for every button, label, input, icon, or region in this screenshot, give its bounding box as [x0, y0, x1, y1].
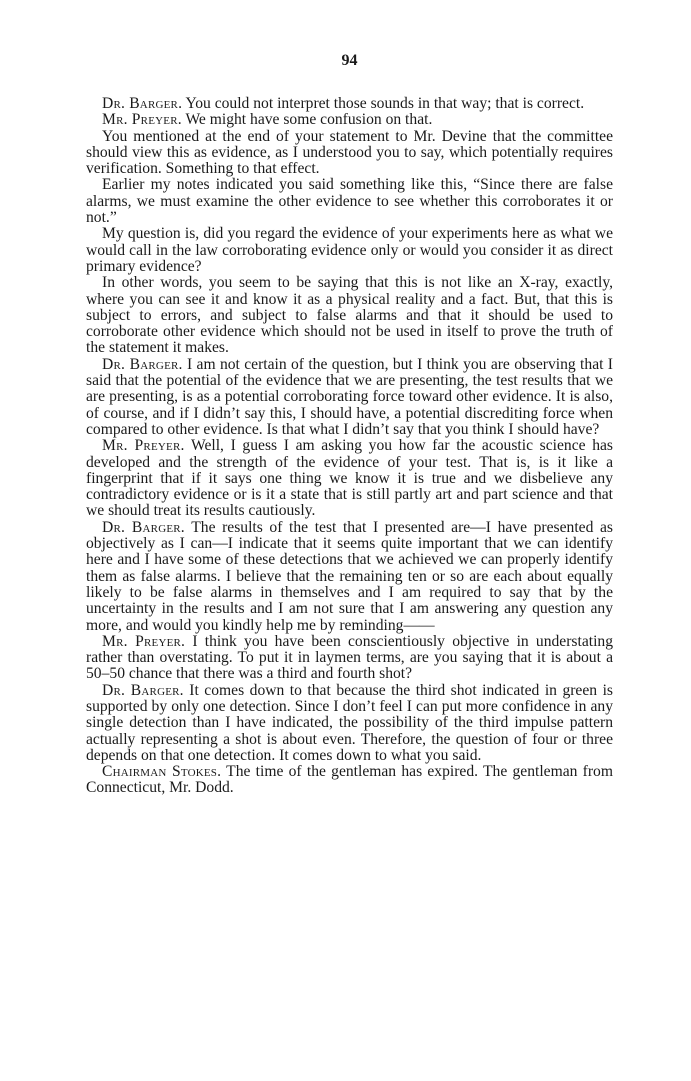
paragraph-text: It comes down to that because the third shot indicated in green is supported by only one detection. Since I don’t feel I can put more confidence in any single detection than I have indicated, the possibility of the third impulse pattern actually representing a shot is about even. Therefore, the question of four or three depends on that one detection. It comes down to what you said.: [86, 681, 613, 764]
transcript-body: [86, 96, 613, 797]
paragraph: [86, 275, 613, 356]
paragraph-text: The results of the test that I presented are—I have presented as objectively as I can—I indicate that it seems quite important that we can identify here and I have some of these detections that we achieved we can properly identify them as false alarms. I believe that the remaining ten or so are each about equally likely to be false alarms in themselves and I am required to say that by the uncertainty in the results and I am not sure that I am answering any question any more, and would you kindly help me by reminding——: [86, 518, 613, 634]
paragraph-text: The time of the gentleman has expired. The gentleman from Connecticut, Mr. Dodd.: [86, 763, 613, 797]
paragraph: [86, 177, 613, 226]
paragraph-text: I am not certain of the question, but I think you are observing that I said that the potential of the evidence that we are presenting, the test results that we are presenting, is as a potential corroborating force toward other evidence. It is also, of course, and if I didn’t say this, I should have, a potential discrediting force when compared to other evidence. Is that what I didn’t say that you think I should have?: [86, 355, 613, 438]
paragraph-text: We might have some confusion on that.: [181, 111, 433, 129]
paragraph-text: You mentioned at the end of your statement to Mr. Devine that the committee should view this as evidence, as I understood you to say, which potentially requires verification. Something to that effect.: [86, 127, 613, 178]
speaker-name: Dr. Barger.: [102, 95, 183, 112]
paragraph-text: You could not interpret those sounds in that way; that is correct.: [182, 95, 585, 112]
speaker-name: Mr. Preyer.: [102, 111, 182, 129]
paragraph: [86, 226, 613, 275]
paragraph-text: Well, I guess I am asking you how far the acoustic science has developed and the strength of the evidence of your test. That is, is it like a fingerprint that if it says one thing we know it is true and we disbelieve any contradictory evidence or is it a state that is still partly art and part science and that we should treat its results cautiously.: [86, 437, 613, 520]
paragraph-text: I think you have been conscientiously objective in understating rather than overstating. To put it in laymen terms, are you saying that it is about a 50–50 chance that there was a third and fourth shot?: [86, 632, 614, 683]
page-number: 94: [341, 52, 358, 69]
paragraph: [86, 96, 613, 112]
paragraph: [86, 764, 613, 797]
speaker-name: Mr. Preyer.: [102, 437, 185, 455]
paragraph: [86, 357, 613, 438]
paragraph: [86, 683, 613, 764]
speaker-name: Mr. Preyer.: [102, 632, 186, 650]
paragraph-text: My question is, did you regard the evidence of your experiments here as what we would call in the law corroborating evidence only or would you consider it as direct primary evidence?: [86, 225, 613, 275]
paragraph: [86, 520, 613, 634]
speaker-name: Dr. Barger.: [102, 518, 185, 536]
paragraph: [86, 634, 613, 683]
speaker-name: Dr. Barger.: [102, 355, 183, 373]
paragraph: [86, 438, 613, 519]
paragraph: [86, 129, 613, 178]
speaker-name: Chairman Stokes.: [102, 763, 222, 781]
paragraph-text: Earlier my notes indicated you said something like this, “Since there are false alarms, we must examine the other evidence to see whether this corroborates it or not.”: [86, 176, 613, 227]
paragraph-text: In other words, you seem to be saying that this is not like an X-ray, exactly, where you can see it and know it as a physical reality and a fact. But, that this is subject to errors, and subject to false alarms and that it should be used to corroborate other evidence which should not be used in itself to prove the truth of the statement it makes.: [86, 274, 613, 357]
speaker-name: Dr. Barger.: [102, 681, 184, 699]
document-page: [86, 52, 613, 797]
paragraph: [86, 112, 613, 128]
